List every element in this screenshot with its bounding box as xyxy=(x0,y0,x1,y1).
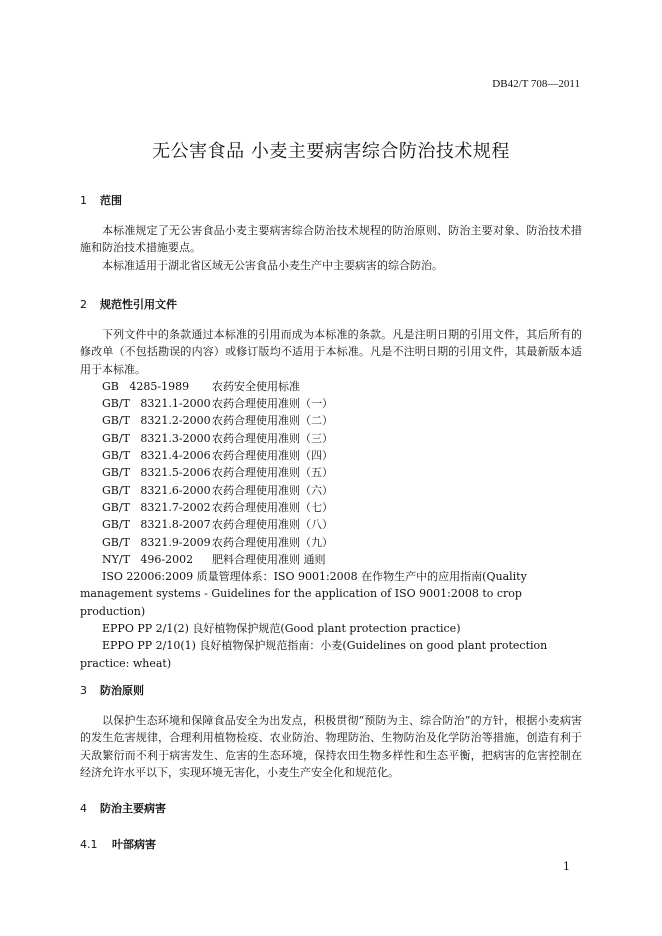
reference-item xyxy=(80,464,582,481)
section-4-heading xyxy=(80,800,166,816)
reference-item xyxy=(80,395,582,412)
paragraph: 本标准规定了无公害食品小麦主要病害综合防治技术规程的防治原则、防治主要对象、防治技术措施和防治技术措施要点。 xyxy=(80,224,582,255)
reference-name: 肥料合理使用准则 通则 xyxy=(212,552,326,566)
reference-name: 农药合理使用准则（六） xyxy=(212,483,333,497)
reference-name: 农药安全使用标准 xyxy=(212,379,300,393)
section-4-1-heading xyxy=(80,836,156,852)
section-number: 1 xyxy=(80,194,87,207)
reference-code: GB/T 8321.2-2000 xyxy=(102,414,211,428)
section-1-body xyxy=(80,222,582,274)
section-3-heading xyxy=(80,682,144,698)
section-title: 范围 xyxy=(100,194,122,207)
reference-name: 农药合理使用准则（七） xyxy=(212,500,333,514)
reference-item xyxy=(80,499,582,516)
section-2-body xyxy=(80,326,582,672)
reference-code: GB/T 8321.9-2009 xyxy=(102,535,211,549)
reference-name: 农药合理使用准则（八） xyxy=(212,518,333,532)
reference-list xyxy=(80,378,582,672)
reference-item xyxy=(80,482,582,499)
reference-code: GB/T 8321.6-2000 xyxy=(102,483,211,497)
paragraph: 下列文件中的条款通过本标准的引用而成为本标准的条款。凡是注明日期的引用文件，其后所有的修改单（不包括勘误的内容）或修订版均不适用于本标准。凡是不注明日期的引用文件，其最新版本适用于本标准。 xyxy=(80,328,582,376)
reference-name: 农药合理使用准则（三） xyxy=(212,431,333,445)
reference-item xyxy=(80,516,582,533)
reference-code: NY/T 496-2002 xyxy=(102,552,194,566)
section-number: 2 xyxy=(80,298,87,311)
reference-code: GB 4285-1989 xyxy=(102,379,190,393)
reference-code: GB/T 8321.7-2002 xyxy=(102,500,211,514)
reference-code: GB/T 8321.5-2006 xyxy=(102,466,211,480)
reference-name: 农药合理使用准则（五） xyxy=(212,466,333,480)
section-title: 防治原则 xyxy=(100,684,144,697)
reference-item-eppo-1: EPPO PP 2/1(2) 良好植物保护规范(Good plant protection practice) xyxy=(102,622,461,636)
document-code: DB42/T 708—2011 xyxy=(492,78,580,90)
reference-item xyxy=(80,378,582,395)
page-title: 无公害食品 小麦主要病害综合防治技术规程 xyxy=(152,141,510,162)
section-number: 4.1 xyxy=(80,838,98,851)
reference-item-iso: ISO 22006:2009 质量管理体系：ISO 9001:2008 在作物生产中的应用指南(Quality management systems - Guidelines for the application of ISO 9001:2008 to crop production) xyxy=(80,570,527,618)
reference-item-eppo-2: EPPO PP 2/10(1) 良好植物保护规范指南：小麦(Guidelines on good plant protection practice: wheat) xyxy=(80,639,548,670)
section-1-heading xyxy=(80,192,122,208)
reference-item xyxy=(80,447,582,464)
reference-name: 农药合理使用准则（二） xyxy=(212,414,333,428)
paragraph: 本标准适用于湖北省区域无公害食品小麦生产中主要病害的综合防治。 xyxy=(102,258,443,272)
section-title: 叶部病害 xyxy=(112,838,156,851)
reference-code: GB/T 8321.1-2000 xyxy=(102,397,211,411)
paragraph: 以保护生态环境和保障食品安全为出发点，积极贯彻“预防为主、综合防治”的方针，根据小麦病害的发生危害规律，合理利用植物检疫、农业防治、物理防治、生物防治及化学防治等措施，创造有利于天敌繁衍而不利于病害发生、危害的生态环境，保持农田生物多样性和生态平衡，把病害的危害控制在经济允许水平以下，实现环境无害化，小麦生产安全化和规范化。 xyxy=(80,714,582,779)
section-title: 规范性引用文件 xyxy=(100,298,177,311)
reference-item xyxy=(80,430,582,447)
reference-code: GB/T 8321.8-2007 xyxy=(102,518,211,532)
reference-name: 农药合理使用准则（九） xyxy=(212,535,333,549)
page-number: 1 xyxy=(563,860,570,873)
reference-name: 农药合理使用准则（四） xyxy=(212,449,333,463)
reference-code: GB/T 8321.4-2006 xyxy=(102,449,211,463)
section-number: 4 xyxy=(80,802,87,815)
section-3-body xyxy=(80,712,582,781)
reference-item xyxy=(80,412,582,429)
reference-code: GB/T 8321.3-2000 xyxy=(102,431,211,445)
reference-name: 农药合理使用准则（一） xyxy=(212,397,333,411)
reference-item xyxy=(80,551,582,568)
section-number: 3 xyxy=(80,684,87,697)
section-2-heading xyxy=(80,296,177,312)
section-title: 防治主要病害 xyxy=(100,802,166,815)
reference-item xyxy=(80,534,582,551)
